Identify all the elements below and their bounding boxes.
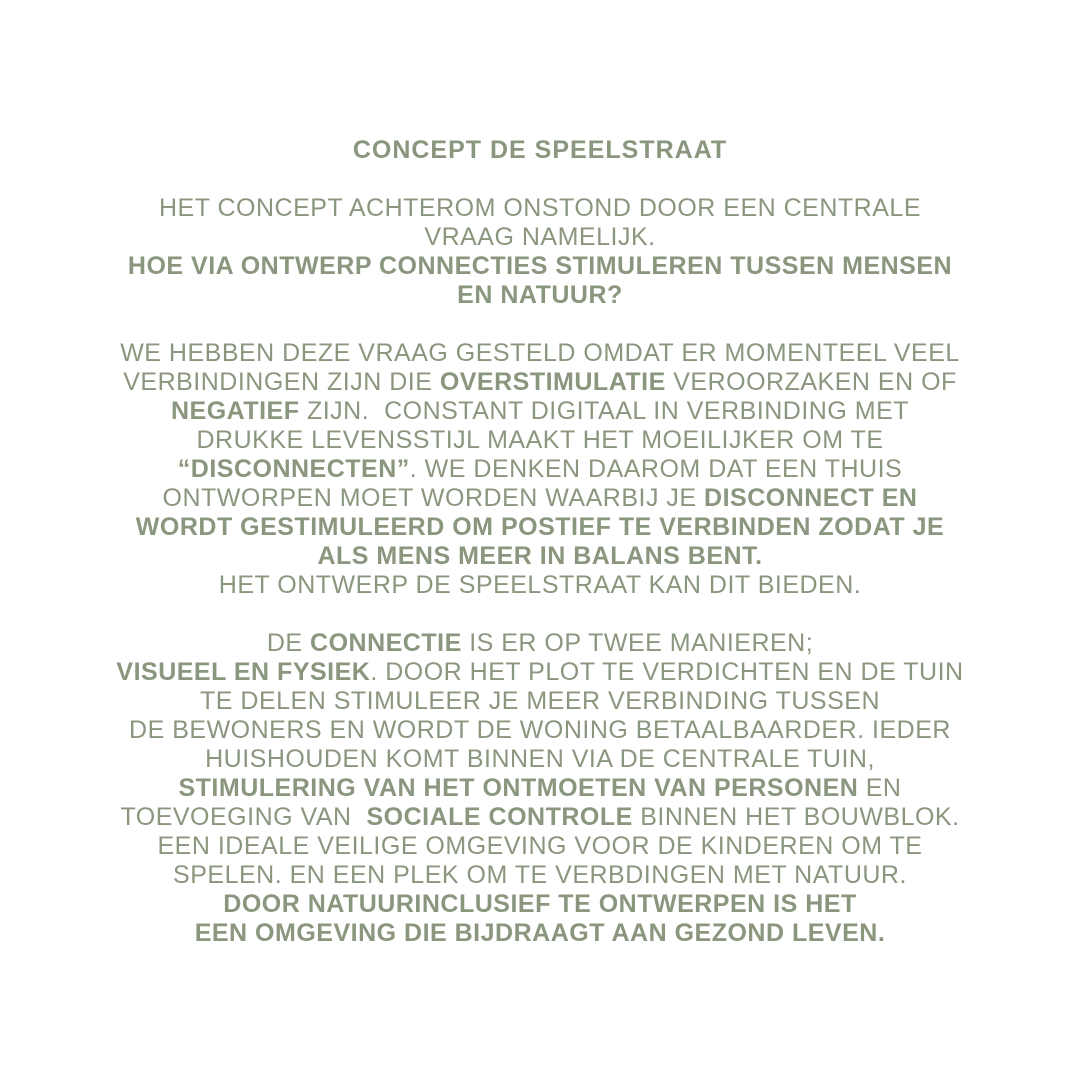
text-line (70, 745, 1010, 774)
plain-text: TOEVOEGING VAN (120, 803, 367, 831)
text-line (70, 542, 1010, 571)
plain-text: VEROORZAKEN EN OF (665, 368, 957, 396)
emphasized-text: OVERSTIMULATIE (439, 368, 666, 396)
plain-text: HET ONTWERP DE SPEELSTRAAT KAN DIT BIEDEN. (218, 571, 862, 599)
plain-text: BINNEN HET BOUWBLOK. (632, 803, 960, 831)
text-line (70, 629, 1010, 658)
plain-text: . DOOR HET PLOT TE VERDICHTEN EN DE TUIN (370, 658, 964, 686)
emphasized-text: DOOR NATUURINCLUSIEF TE ONTWERPEN IS HET (223, 890, 857, 918)
emphasized-text: CONNECTIE (310, 629, 462, 657)
emphasized-text: NEGATIEF (170, 397, 300, 425)
emphasized-text: EN NATUUR? (457, 281, 623, 309)
paragraph (70, 339, 1010, 600)
emphasized-text: VISUEEL EN FYSIEK (116, 658, 371, 686)
text-line (70, 716, 1010, 745)
emphasized-text: STIMULERING VAN HET ONTMOETEN VAN PERSONEN (178, 774, 859, 802)
plain-text: IS ER OP TWEE MANIEREN; (461, 629, 814, 657)
emphasized-text: ALS MENS MEER IN BALANS BENT. (317, 542, 763, 570)
text-line (70, 919, 1010, 948)
plain-text: ZIJN. CONSTANT DIGITAAL IN VERBINDING MET (299, 397, 910, 425)
emphasized-text: HOE VIA ONTWERP CONNECTIES STIMULEREN TUSSEN MENSEN (127, 252, 953, 280)
emphasized-text: DISCONNECT EN (704, 484, 918, 512)
text-line (70, 368, 1010, 397)
page-title: CONCEPT DE SPEELSTRAAT (352, 136, 728, 164)
text-line (70, 658, 1010, 687)
text-line (70, 281, 1010, 310)
plain-text: SPELEN. EN EEN PLEK OM TE VERBDINGEN MET NATUUR. (173, 861, 907, 889)
plain-text: HET CONCEPT ACHTEROM ONSTOND DOOR EEN CENTRALE (159, 194, 921, 222)
plain-text: TE DELEN STIMULEER JE MEER VERBINDING TUSSEN (200, 687, 880, 715)
plain-text: EN (858, 774, 902, 802)
text-line (70, 426, 1010, 455)
text-line (70, 832, 1010, 861)
plain-text: VRAAG NAMELIJK. (424, 223, 656, 251)
paragraph (70, 194, 1010, 310)
emphasized-text: SOCIALE CONTROLE (366, 803, 633, 831)
emphasized-text: WORDT GESTIMULEERD OM POSTIEF TE VERBINDEN ZODAT JE (135, 513, 945, 541)
text-line (70, 890, 1010, 919)
plain-text: DE (266, 629, 311, 657)
plain-text: WE HEBBEN DEZE VRAAG GESTELD OMDAT ER MOMENTEEL VEEL (120, 339, 960, 367)
paragraph (70, 629, 1010, 948)
plain-text: HUISHOUDEN KOMT BINNEN VIA DE CENTRALE TUIN, (205, 745, 875, 773)
plain-text: DE BEWONERS EN WORDT DE WONING BETAALBAARDER. IEDER (129, 716, 951, 744)
text-line (70, 687, 1010, 716)
text-line (70, 397, 1010, 426)
text-line (70, 513, 1010, 542)
text-line (70, 339, 1010, 368)
plain-text: DRUKKE LEVENSSTIJL MAAKT HET MOEILIJKER OM TE (196, 426, 884, 454)
text-line (70, 223, 1010, 252)
plain-text: . WE DENKEN DAAROM DAT EEN THUIS (409, 455, 903, 483)
emphasized-text: “DISCONNECTEN” (177, 455, 410, 483)
text-line (70, 571, 1010, 600)
plain-text: VERBINDINGEN ZIJN DIE (123, 368, 440, 396)
plain-text: EEN IDEALE VEILIGE OMGEVING VOOR DE KINDEREN OM TE (157, 832, 923, 860)
text-line (70, 194, 1010, 223)
text-line (70, 803, 1010, 832)
text-line (70, 484, 1010, 513)
text-content (70, 136, 1010, 948)
text-line (70, 861, 1010, 890)
body-text (70, 194, 1010, 948)
text-line (70, 252, 1010, 281)
text-line (70, 455, 1010, 484)
plain-text: ONTWORPEN MOET WORDEN WAARBIJ JE (162, 484, 705, 512)
emphasized-text: EEN OMGEVING DIE BIJDRAAGT AAN GEZOND LEVEN. (194, 919, 886, 947)
text-line (70, 774, 1010, 803)
